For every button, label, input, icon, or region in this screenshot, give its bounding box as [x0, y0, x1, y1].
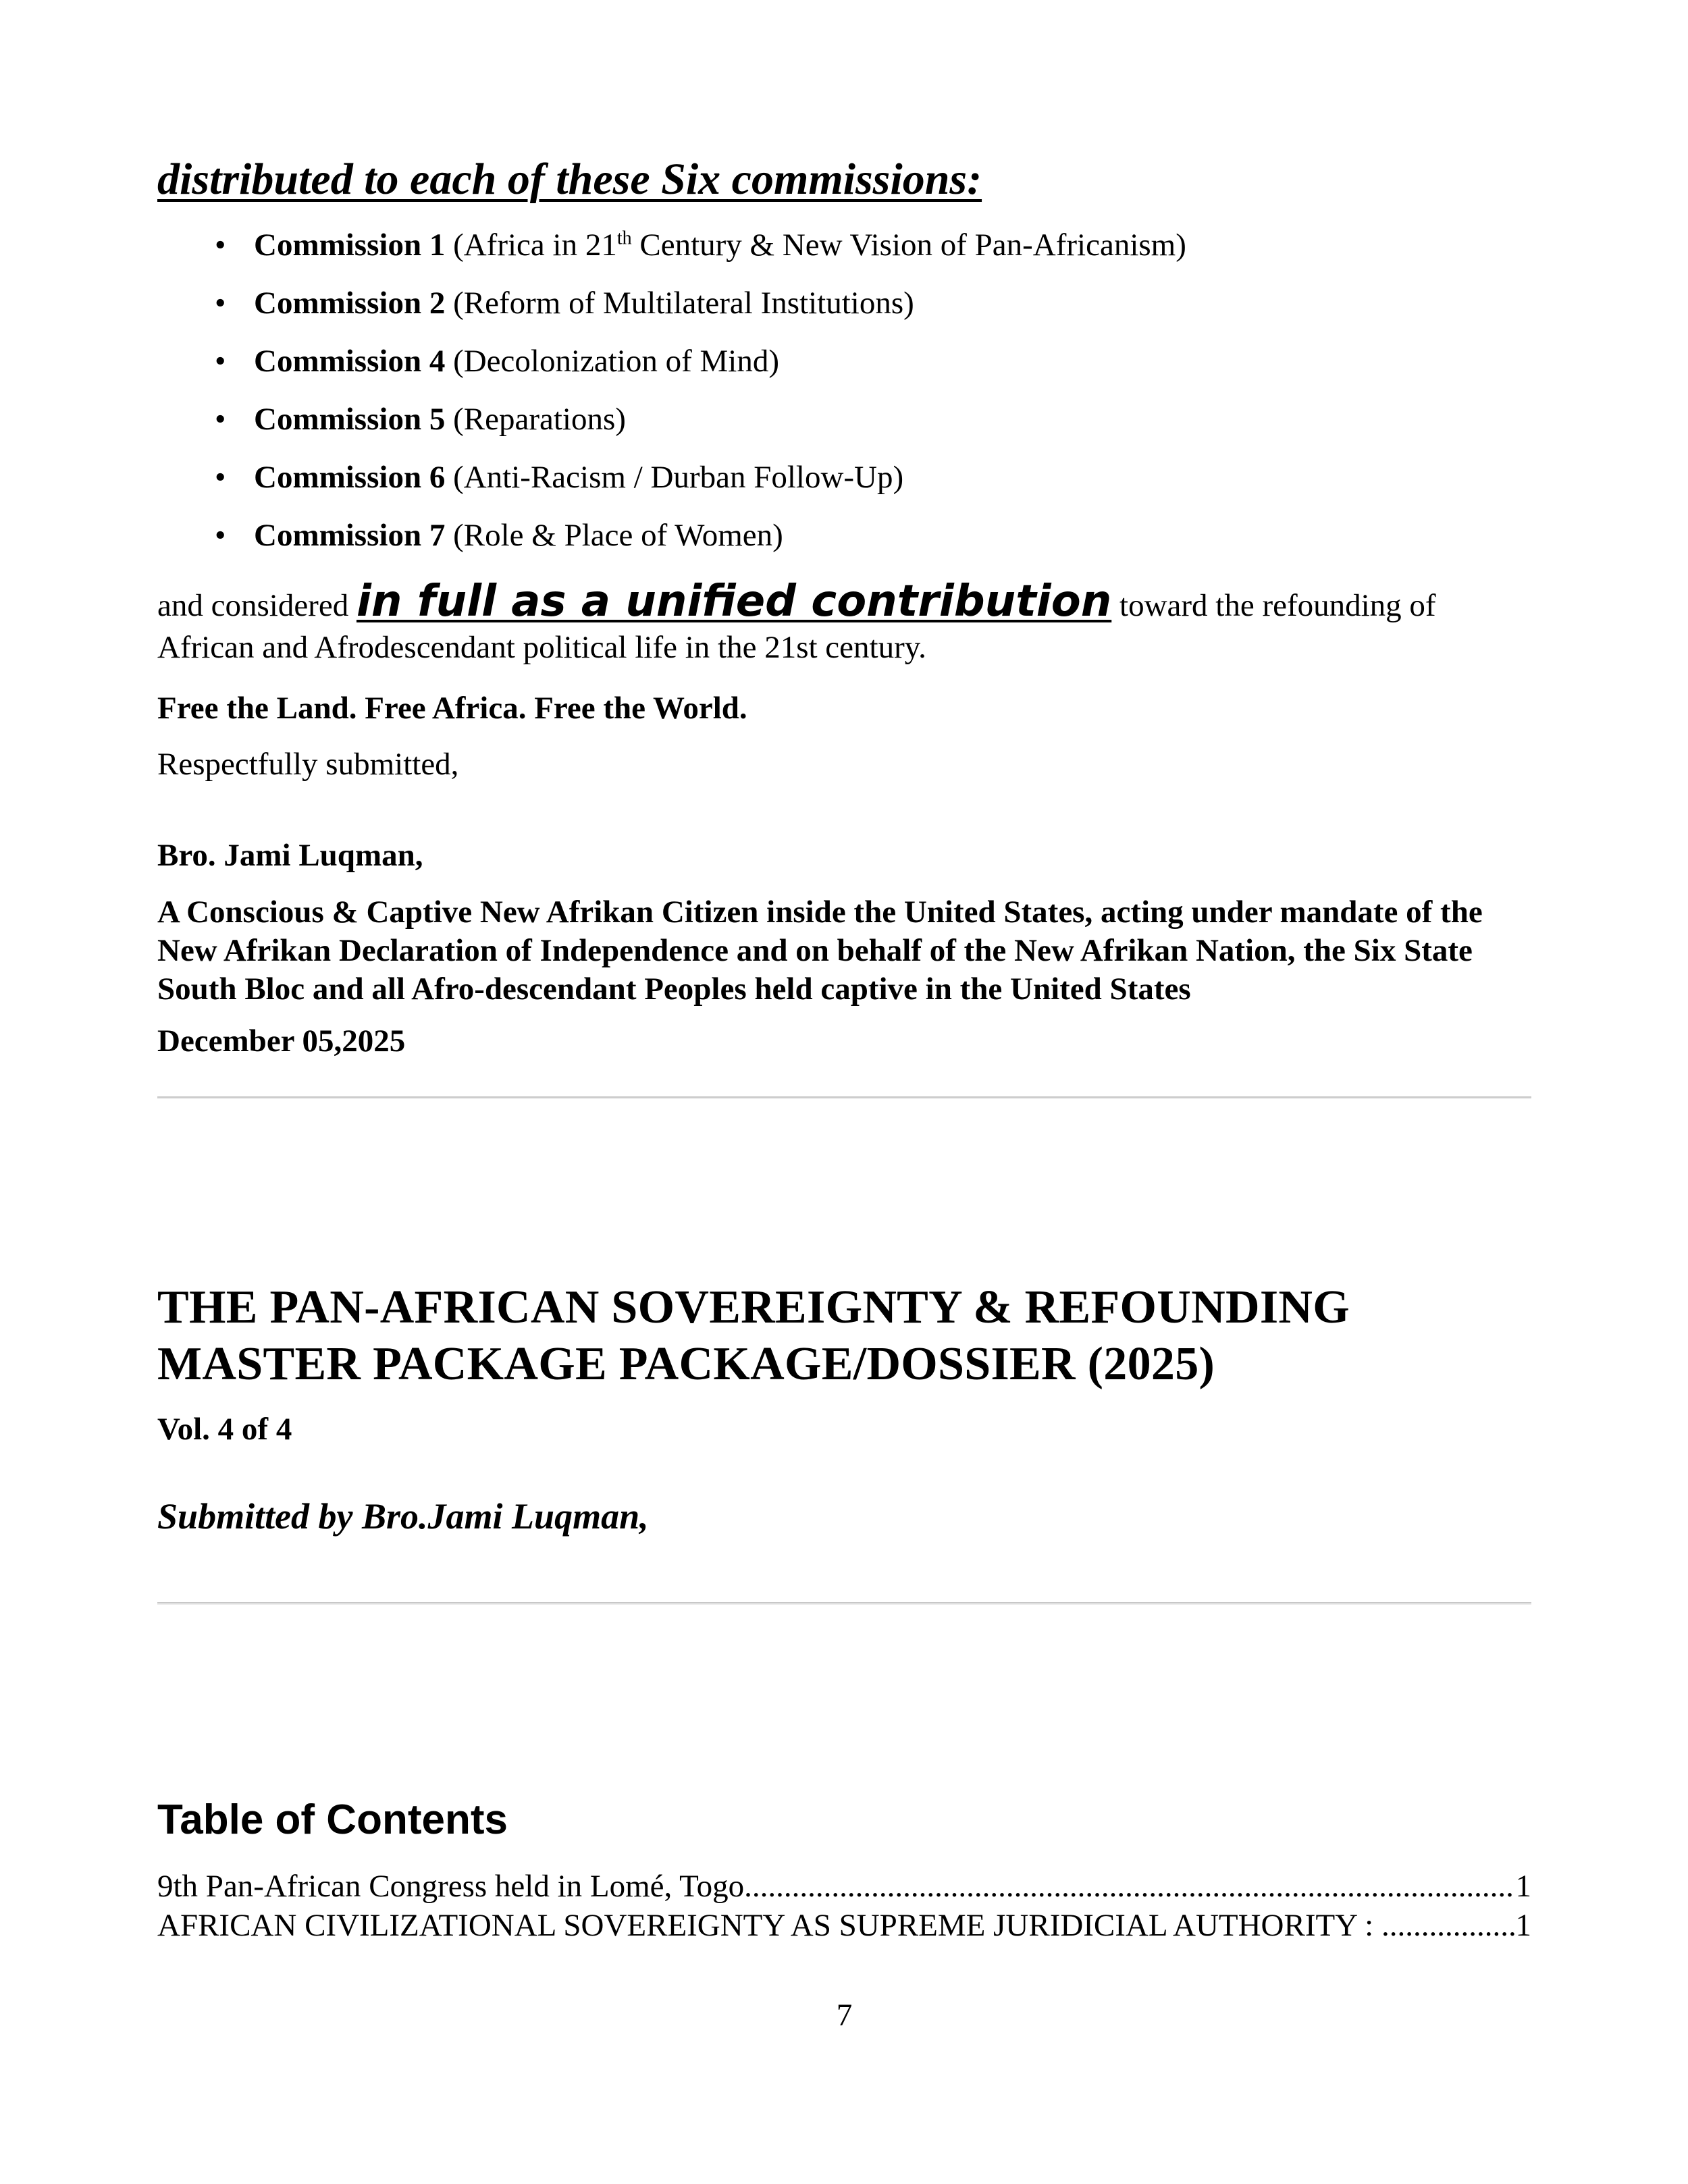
- commissions-heading: distributed to each of these Six commissions:: [157, 155, 982, 204]
- commission-label: Commission 4: [254, 344, 446, 379]
- toc-entry-page: 1: [1515, 1908, 1531, 1943]
- list-item: [157, 515, 1531, 573]
- toc-title: Table of Contents: [157, 1796, 508, 1843]
- toc-entry-text: AFRICAN CIVILIZATIONAL SOVEREIGNTY AS SUPREME JURIDICIAL AUTHORITY :: [157, 1908, 1381, 1943]
- commission-label: Commission 6: [254, 460, 446, 495]
- commission-description: (Anti-Racism / Durban Follow-Up): [453, 460, 904, 495]
- horizontal-divider: [157, 1096, 1531, 1099]
- commission-description: (Reparations): [453, 402, 626, 437]
- slogan: Free the Land. Free Africa. Free the World.: [157, 691, 747, 726]
- commission-label: Commission 2: [254, 286, 446, 321]
- commission-list: [157, 225, 1531, 573]
- volume-label: Vol. 4 of 4: [157, 1412, 292, 1447]
- bullet-icon: •: [215, 228, 226, 263]
- closing-line: Respectfully submitted,: [157, 747, 459, 782]
- commission-label: Commission 5: [254, 402, 446, 437]
- signatory-mandate: A Conscious & Captive New Afrikan Citizen inside the United States, acting under mandate of the New Afrikan Declaration of Independence and on behalf of the New Afrikan Nation, the Six State South Bloc and all Afro-descendant Peoples held captive in the United States: [157, 895, 1483, 1007]
- bullet-icon: •: [215, 518, 226, 553]
- list-item: [157, 457, 1531, 515]
- commission-label: Commission 1: [254, 228, 446, 263]
- dossier-title: THE PAN-AFRICAN SOVEREIGNTY & REFOUNDING MASTER PACKAGE PACKAGE/DOSSIER (2025): [157, 1281, 1350, 1390]
- toc-entry-text: 9th Pan-African Congress held in Lomé, Togo: [157, 1869, 745, 1904]
- commission-description: (Reform of Multilateral Institutions): [453, 286, 914, 321]
- submitted-by: Submitted by Bro.Jami Luqman,: [157, 1496, 649, 1537]
- list-item: [157, 341, 1531, 399]
- list-item: [157, 225, 1531, 283]
- toc-leader-dots: [1381, 1906, 1516, 1945]
- commission-description: (Africa in 21th Century & New Vision of Pan-Africanism): [453, 228, 1186, 263]
- bullet-icon: •: [215, 286, 226, 321]
- toc-entry[interactable]: [157, 1867, 1531, 1906]
- toc-leader-dots: [744, 1867, 1515, 1906]
- list-item: [157, 399, 1531, 457]
- ordinal-suffix: th: [616, 228, 632, 249]
- emphasis-phrase: in full as a unified contribution: [356, 577, 1112, 627]
- commission-description: (Role & Place of Women): [453, 518, 783, 553]
- signature-date: December 05,2025: [157, 1023, 406, 1059]
- commission-description: (Decolonization of Mind): [453, 344, 780, 379]
- toc-entry[interactable]: [157, 1906, 1531, 1945]
- bullet-icon: •: [215, 344, 226, 379]
- signatory-name: Bro. Jami Luqman,: [157, 838, 423, 873]
- bullet-icon: •: [215, 402, 226, 437]
- toc-entry-page: 1: [1515, 1869, 1531, 1904]
- contribution-paragraph: and considered in full as a unified contribution toward the refounding of African and Afrodescendant political life in the 21st century.: [157, 577, 1436, 665]
- page-number: 7: [836, 1998, 853, 2033]
- list-item: [157, 283, 1531, 341]
- horizontal-divider: [157, 1602, 1531, 1605]
- bullet-icon: •: [215, 460, 226, 495]
- commission-label: Commission 7: [254, 518, 446, 553]
